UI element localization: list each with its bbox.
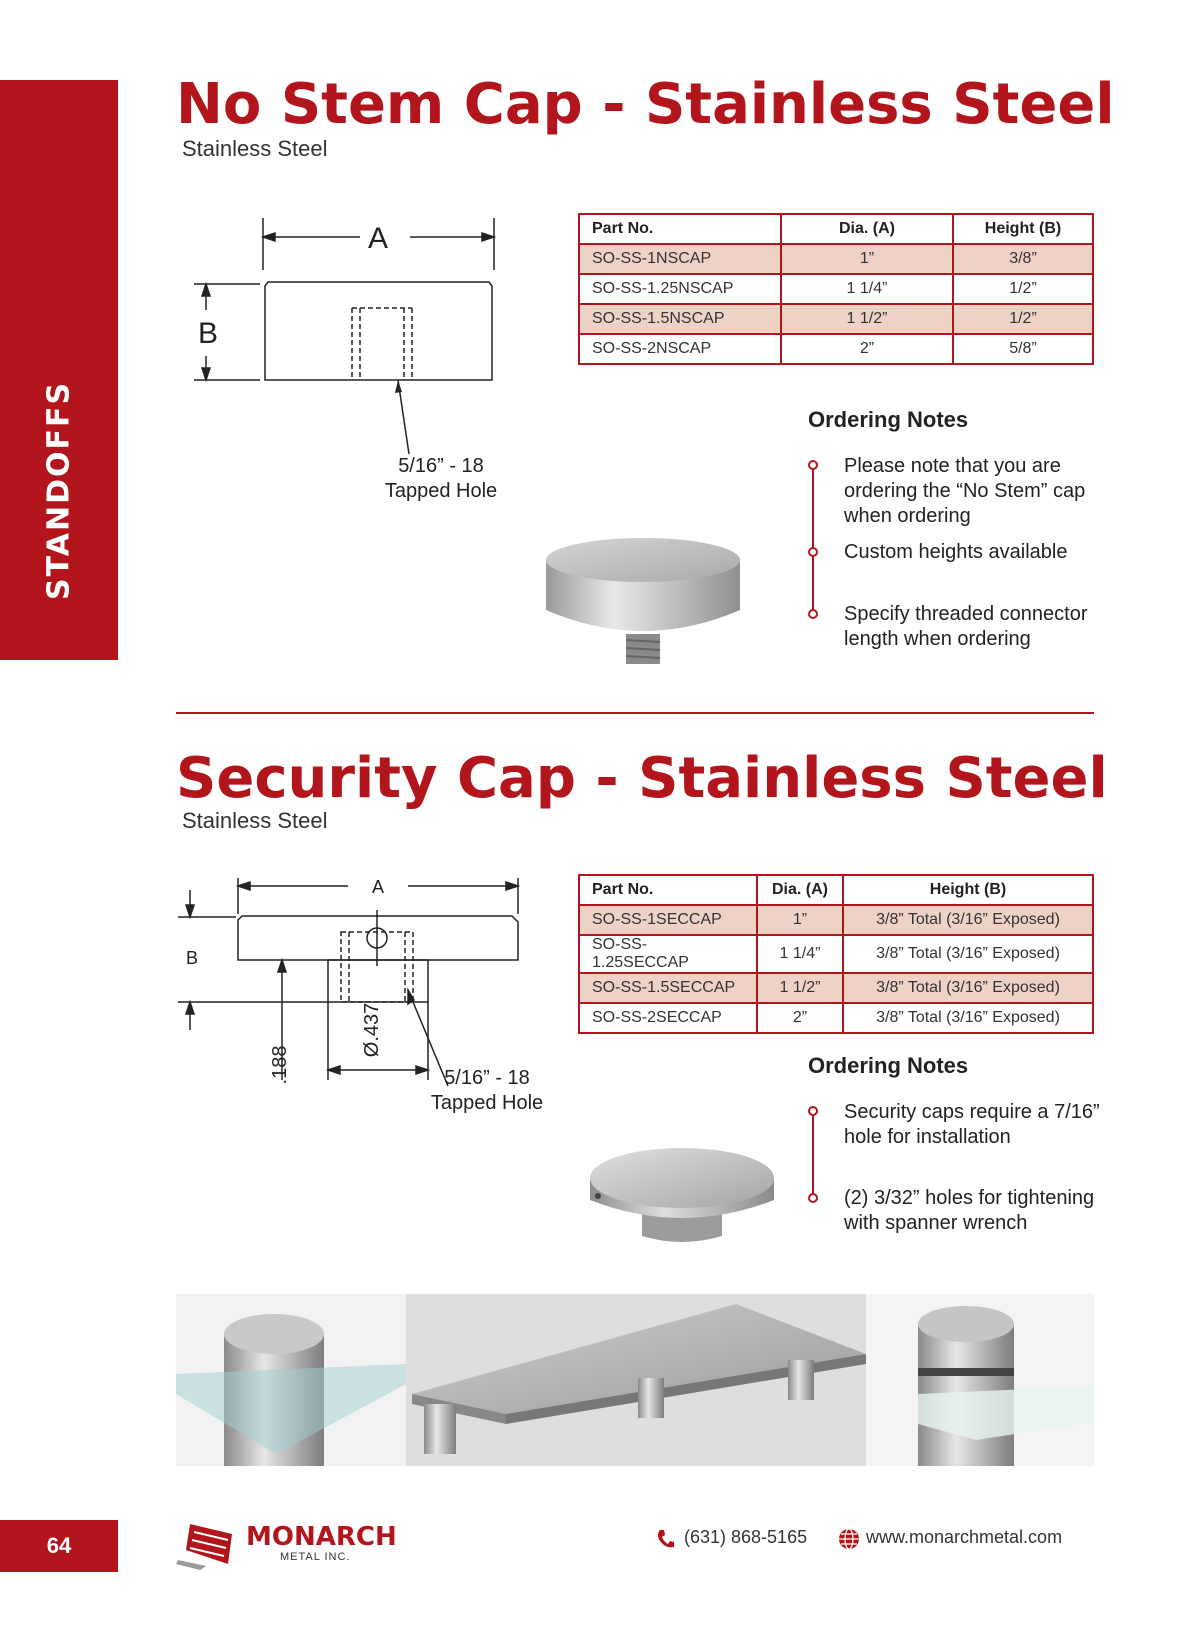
cell-dia: 2”	[757, 1003, 843, 1033]
hole-callout-line1: 5/16” - 18	[444, 1067, 530, 1089]
dim-437-label: Ø.437	[361, 1002, 383, 1058]
cell-height: 3/8” Total (3/16” Exposed)	[843, 973, 1093, 1003]
note-item: Please note that you are ordering the “No Stem” cap when ordering	[844, 455, 1086, 527]
cell-part: SO-SS-1.5SECCAP	[579, 973, 757, 1003]
notes-timeline	[812, 1114, 814, 1202]
note-item: (2) 3/32” holes for tightening with spanner wrench	[844, 1187, 1095, 1234]
cell-dia: 1 1/4”	[757, 935, 843, 973]
page-number: 64	[0, 1520, 118, 1572]
section1-notes	[808, 455, 1108, 670]
cell-dia: 2”	[781, 334, 953, 364]
cell-height: 3/8” Total (3/16” Exposed)	[843, 905, 1093, 935]
table-row	[579, 334, 1093, 364]
cell-dia: 1 1/2”	[781, 304, 953, 334]
bullet-icon	[808, 460, 818, 470]
table-row	[579, 935, 1093, 973]
dim-a-label: A	[367, 222, 389, 255]
section2-subtitle: Stainless Steel	[182, 808, 328, 833]
footer-website[interactable]: www.monarchmetal.com	[866, 1527, 1063, 1547]
security-cap-photo	[582, 1138, 782, 1250]
photo-panel-standoffs	[406, 1294, 866, 1466]
section-divider	[176, 712, 1094, 714]
monarch-logo-icon	[176, 1520, 244, 1572]
bullet-icon	[808, 1106, 818, 1116]
col-dia: Dia. (A)	[757, 875, 843, 905]
table-row	[579, 304, 1093, 334]
cell-height: 1/2”	[953, 274, 1093, 304]
cell-height: 1/2”	[953, 304, 1093, 334]
bullet-icon	[808, 609, 818, 619]
cell-part: SO-SS-1SECCAP	[579, 905, 757, 935]
cell-height: 3/8” Total (3/16” Exposed)	[843, 935, 1093, 973]
col-dia: Dia. (A)	[781, 214, 953, 244]
hole-callout-line2: Tapped Hole	[384, 480, 498, 502]
dim-b-label: B	[185, 948, 199, 968]
dim-188-label: .188	[269, 1045, 291, 1085]
cell-part: SO-SS-1.5NSCAP	[579, 304, 781, 334]
product-photo-strip	[176, 1294, 1094, 1466]
note-item: Security caps require a 7/16” hole for installation	[844, 1101, 1100, 1148]
bullet-icon	[808, 547, 818, 557]
col-height: Height (B)	[843, 875, 1093, 905]
cell-height: 3/8” Total (3/16” Exposed)	[843, 1003, 1093, 1033]
dim-b-label: B	[197, 317, 219, 350]
section2-title: Security Cap - Stainless Steel	[176, 746, 1108, 811]
section1-title: No Stem Cap - Stainless Steel	[176, 72, 1115, 137]
no-stem-cap-photo	[540, 530, 760, 670]
col-height: Height (B)	[953, 214, 1093, 244]
col-part-no: Part No.	[579, 875, 757, 905]
table-row	[579, 274, 1093, 304]
col-part-no: Part No.	[579, 214, 781, 244]
table-row	[579, 905, 1093, 935]
table-row	[579, 244, 1093, 274]
section1-subtitle: Stainless Steel	[182, 136, 328, 161]
table-header-row	[579, 875, 1093, 905]
cell-part: SO-SS-1.25SECCAP	[579, 935, 757, 973]
security-cap-table	[578, 874, 1094, 1034]
cell-dia: 1 1/2”	[757, 973, 843, 1003]
hole-leader-line	[380, 378, 420, 458]
no-stem-cap-diagram	[180, 210, 520, 410]
no-stem-cap-table	[578, 213, 1094, 365]
bullet-icon	[808, 1193, 818, 1203]
dim-a-label: A	[371, 877, 385, 897]
hole-callout	[412, 1066, 562, 1116]
note-item: Custom heights available	[844, 541, 1068, 563]
table-row	[579, 1003, 1093, 1033]
globe-icon	[838, 1528, 860, 1550]
cell-part: SO-SS-2NSCAP	[579, 334, 781, 364]
cell-dia: 1”	[781, 244, 953, 274]
notes-timeline	[812, 468, 814, 618]
cell-part: SO-SS-1.25NSCAP	[579, 274, 781, 304]
photo-acrylic-standoff	[866, 1294, 1094, 1466]
section1-notes-title: Ordering Notes	[808, 407, 969, 432]
footer-phone[interactable]: (631) 868-5165	[684, 1527, 808, 1547]
hole-callout-line1: 5/16” - 18	[398, 455, 484, 477]
phone-icon	[656, 1529, 674, 1549]
cell-height: 3/8”	[953, 244, 1093, 274]
hole-callout	[366, 454, 516, 504]
logo-subtext: METAL INC.	[280, 1551, 351, 1563]
table-header-row	[579, 214, 1093, 244]
side-tab-label: STANDOFFS	[41, 380, 77, 600]
hole-callout-line2: Tapped Hole	[430, 1092, 544, 1114]
table-row	[579, 973, 1093, 1003]
cell-dia: 1”	[757, 905, 843, 935]
side-tab	[0, 80, 118, 660]
cell-part: SO-SS-2SECCAP	[579, 1003, 757, 1033]
logo-text: MONARCH	[246, 1522, 397, 1552]
cell-height: 5/8”	[953, 334, 1093, 364]
photo-glass-standoff	[176, 1294, 406, 1466]
cell-dia: 1 1/4”	[781, 274, 953, 304]
note-item: Specify threaded connector length when ordering	[844, 603, 1088, 650]
cell-part: SO-SS-1NSCAP	[579, 244, 781, 274]
section2-notes	[808, 1101, 1108, 1266]
section2-notes-title: Ordering Notes	[808, 1053, 969, 1078]
